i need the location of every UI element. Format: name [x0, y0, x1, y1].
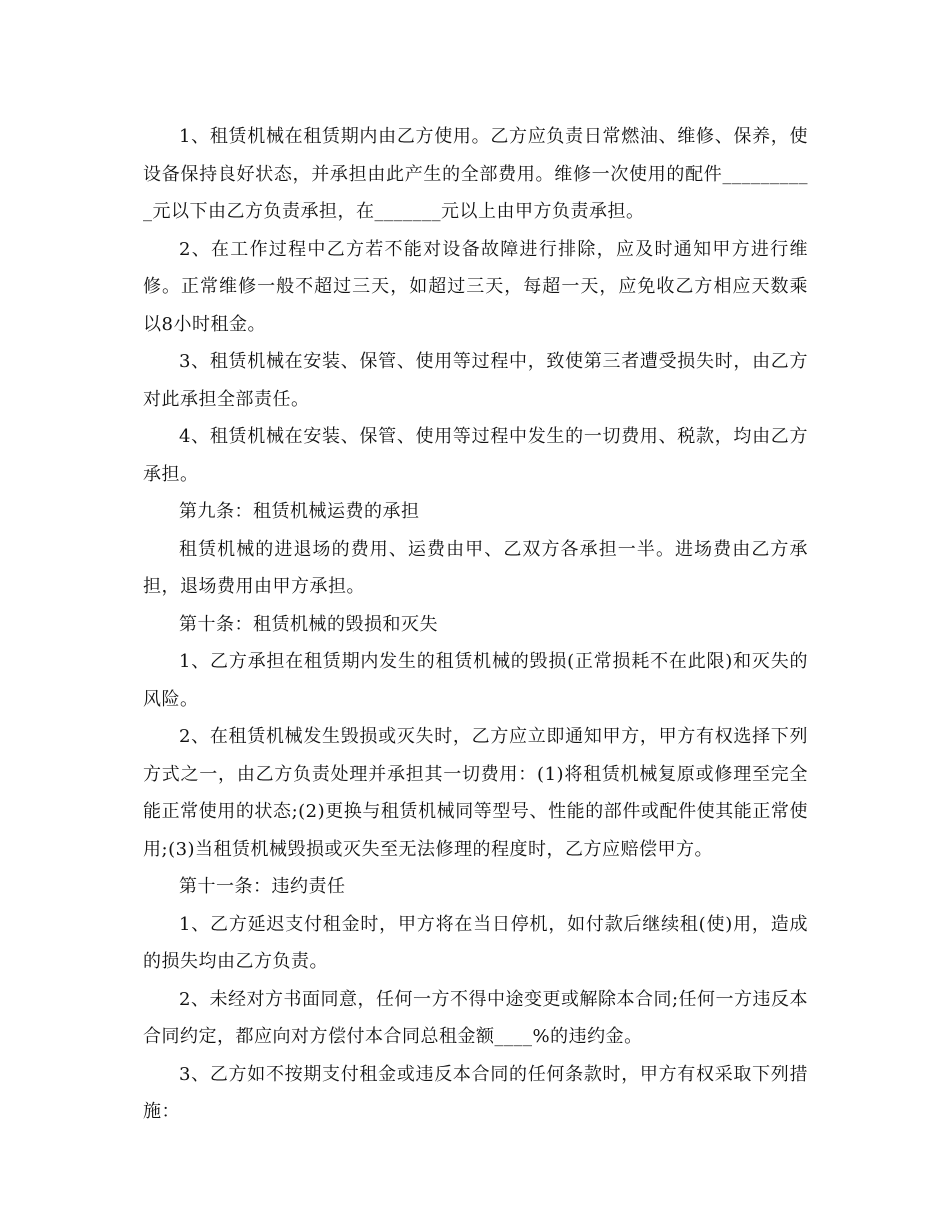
clause-11-item-1: 1、乙方延迟支付租金时，甲方将在当日停机，如付款后继续租(使)用，造成的损失均由乙方负责。 [143, 913, 808, 972]
clause-11-heading: 第十一条：违约责任 [179, 876, 346, 897]
clause-11-item-2: 2、未经对方书面同意，任何一方不得中途变更或解除本合同;任何一方违反本合同约定，都应向对方偿付本合同总租金额____%的违约金。 [143, 988, 809, 1047]
clause-8-item-2: 2、在工作过程中乙方若不能对设备故障进行排除，应及时通知甲方进行维修。正常维修一般不超过三天，如超过三天，每超一天，应免收乙方相应天数乘以8小时租金。 [143, 238, 808, 335]
clause-10-heading: 第十条：租赁机械的毁损和灭失 [179, 613, 438, 635]
clause-9-heading: 第九条：租赁机械运费的承担 [179, 501, 420, 522]
clause-8-item-1: 1、租赁机械在租赁期内由乙方使用。乙方应负责日常燃油、维修、保养，使设备保持良好状态，并承担由此产生的全部费用。维修一次使用的配件__________元以下由乙方负责承担，在_______元以上由甲方负责承担。 [143, 126, 808, 222]
clause-8-item-3: 3、租赁机械在安装、保管、使用等过程中，致使第三者遭受损失时，由乙方对此承担全部责任。 [143, 351, 808, 410]
clause-9-body: 租赁机械的进退场的费用、运费由甲、乙双方各承担一半。进场费由乙方承担，退场费用由甲方承担。 [143, 538, 808, 597]
clause-10-item-2: 2、在租赁机械发生毁损或灭失时，乙方应立即通知甲方，甲方有权选择下列方式之一，由乙方负责处理并承担其一切费用：(1)将租赁机械复原或修理至完全能正常使用的状态;(2)更换与租赁机械同等型号、性能的部件或配件使其能正常使用;(3)当租赁机械毁损或灭失至无法修理的程度时，乙方应赔偿甲方。 [143, 726, 808, 860]
clause-11-item-3: 3、乙方如不按期支付租金或违反本合同的任何条款时，甲方有权采取下列措施： [143, 1063, 808, 1122]
document-body [143, 118, 808, 1131]
clause-10-item-1: 1、乙方承担在租赁期内发生的租赁机械的毁损(正常损耗不在此限)和灭失的风险。 [143, 651, 808, 710]
clause-8-item-4: 4、租赁机械在安装、保管、使用等过程中发生的一切费用、税款，均由乙方承担。 [143, 426, 808, 485]
